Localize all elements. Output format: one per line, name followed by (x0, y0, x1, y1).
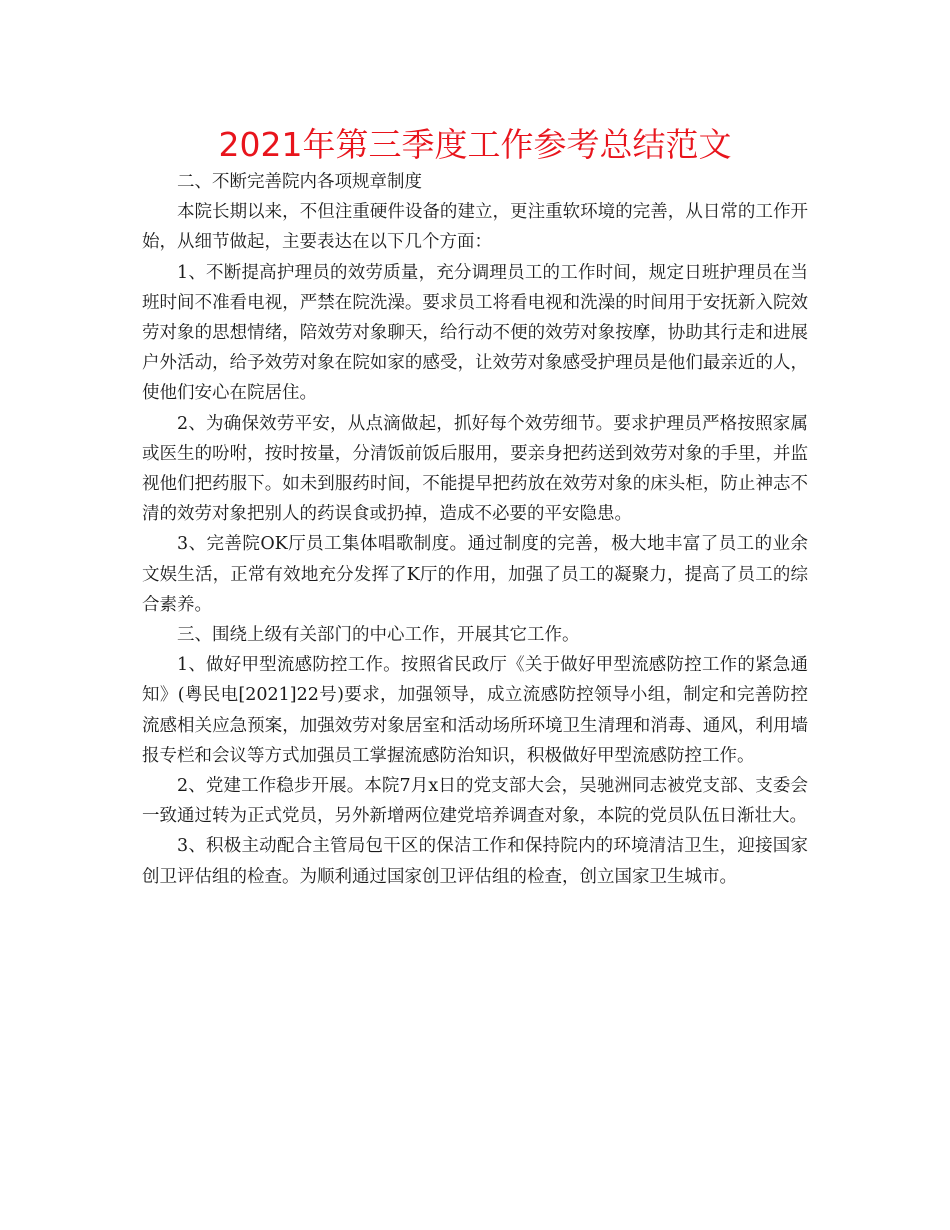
paragraph-section-2-heading: 二、不断完善院内各项规章制度 (177, 172, 422, 192)
paragraph-section-3-item-1: 1、做好甲型流感防控工作。按照省民政厅《关于做好甲型流感防控工作的紧急通知》(粤民电[2021]22号)要求，加强领导，成立流感防控领导小组，制定和完善防控流感相关应急预案，加强效劳对象居室和活动场所环境卫生清理和消毒、通风，利用墙报专栏和会议等方式加强员工掌握流感防治知识，积极做好甲型流感防控工作。 (142, 655, 808, 766)
paragraph-section-3-item-2: 2、党建工作稳步开展。本院7月x日的党支部大会，吴驰洲同志被党支部、支委会一致通过转为正式党员，另外新增两位建党培养调查对象，本院的党员队伍日渐壮大。 (142, 776, 808, 827)
paragraph-section-3-heading: 三、围绕上级有关部门的中心工作，开展其它工作。 (177, 625, 580, 646)
paragraph-section-3-item-3: 3、积极主动配合主管局包干区的保洁工作和保持院内的环境清洁卫生，迎接国家创卫评估组的检查。为顺利通过国家创卫评估组的检查，创立国家卫生城市。 (142, 836, 808, 887)
paragraph-item-3: 3、完善院OK厅员工集体唱歌制度。通过制度的完善，极大地丰富了员工的业余文娱生活，正常有效地充分发挥了K厅的作用，加强了员工的凝聚力，提高了员工的综合素养。 (142, 534, 808, 615)
document-title: 2021年第三季度工作参考总结范文 (218, 125, 732, 164)
paragraph-item-1: 1、不断提高护理员的效劳质量，充分调理员工的工作时间，规定日班护理员在当班时间不准看电视，严禁在院洗澡。要求员工将看电视和洗澡的时间用于安抚新入院效劳对象的思想情绪，陪效劳对象聊天，给行动不便的效劳对象按摩，协助其行走和进展户外活动，给予效劳对象在院如家的感受，让效劳对象感受护理员是他们最亲近的人，使他们安心在院居住。 (142, 262, 808, 404)
paragraph-intro: 本院长期以来，不但注重硬件设备的建立，更注重软环境的完善，从日常的工作开始，从细节做起，主要表达在以下几个方面： (142, 202, 808, 253)
document-body (142, 167, 808, 892)
paragraph-item-2: 2、为确保效劳平安，从点滴做起，抓好每个效劳细节。要求护理员严格按照家属或医生的吩咐，按时按量，分清饭前饭后服用，要亲身把药送到效劳对象的手里，并监视他们把药服下。如未到服药时间，不能提早把药放在效劳对象的床头柜，防止神志不清的效劳对象把别人的药误食或扔掉，造成不必要的平安隐患。 (142, 413, 808, 525)
